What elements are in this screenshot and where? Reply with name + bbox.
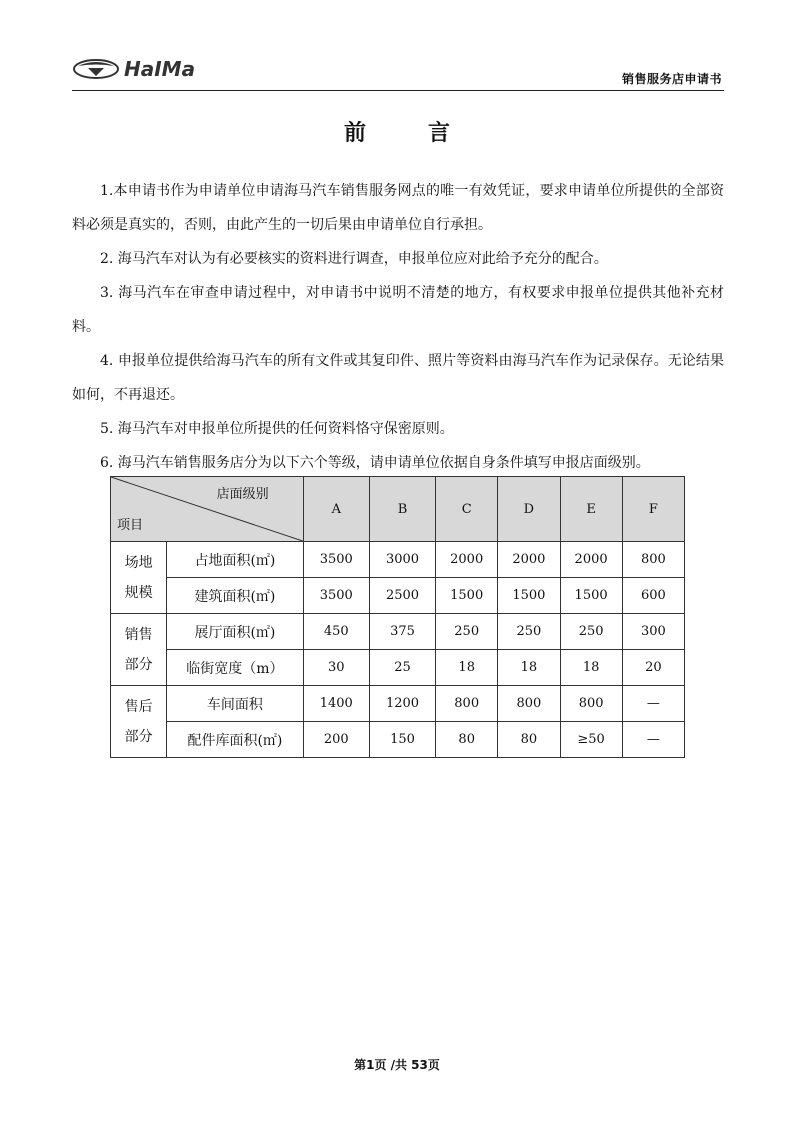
paragraph-4: 4. 申报单位提供给海马汽车的所有文件或其复印件、照片等资料由海马汽车作为记录保存。无论结果如何，不再退还。 xyxy=(72,353,724,403)
table-row xyxy=(111,650,685,686)
level-header-c: C xyxy=(436,477,498,542)
table-cell: — xyxy=(622,686,684,722)
group-after-sales xyxy=(111,686,167,758)
group-label: 销售 xyxy=(124,626,153,643)
table-cell: 800 xyxy=(436,686,498,722)
table-cell: 800 xyxy=(622,542,684,578)
item-label: 车间面积 xyxy=(167,686,303,722)
table-cell: 800 xyxy=(498,686,560,722)
table-row xyxy=(111,614,685,650)
level-header-f: F xyxy=(622,477,684,542)
paragraph-5: 5. 海马汽车对申报单位所提供的任何资料恪守保密原则。 xyxy=(100,421,454,437)
table-cell: 800 xyxy=(560,686,622,722)
corner-label-level: 店面级别 xyxy=(216,487,269,502)
group-label: 部分 xyxy=(124,656,153,673)
group-label: 部分 xyxy=(124,728,153,745)
table-cell: ≥50 xyxy=(560,722,622,758)
paragraph-3: 3. 海马汽车在审查申请过程中，对申请书中说明不清楚的地方，有权要求申报单位提供其他补充材料。 xyxy=(72,285,724,335)
table-cell: 30 xyxy=(303,650,369,686)
group-site-scale xyxy=(111,542,167,614)
page-title xyxy=(0,116,794,147)
table-cell: 20 xyxy=(622,650,684,686)
store-level-table xyxy=(110,476,685,758)
paragraph-1: 1.本申请书作为申请单位申请海马汽车销售服务网点的唯一有效凭证，要求申请单位所提供的全部资料必须是真实的，否则，由此产生的一切后果由申请单位自行承担。 xyxy=(72,183,724,233)
group-label: 场地 xyxy=(124,554,153,571)
table-cell: 2500 xyxy=(369,578,435,614)
level-header-d: D xyxy=(498,477,560,542)
page-header xyxy=(72,50,724,91)
paragraph-2: 2. 海马汽车对认为有必要核实的资料进行调查，申报单位应对此给予充分的配合。 xyxy=(100,251,608,267)
table-cell: 18 xyxy=(498,650,560,686)
item-label: 建筑面积(㎡) xyxy=(167,578,303,614)
table-cell: 600 xyxy=(622,578,684,614)
table-cell: 1400 xyxy=(303,686,369,722)
table-cell: 80 xyxy=(498,722,560,758)
group-sales xyxy=(111,614,167,686)
table-cell: 2000 xyxy=(498,542,560,578)
table-cell: 3500 xyxy=(303,578,369,614)
preface-body xyxy=(72,174,724,480)
paragraph-6: 6. 海马汽车销售服务店分为以下六个等级，请申请单位依据自身条件填写申报店面级别。 xyxy=(100,455,650,471)
level-header-a: A xyxy=(303,477,369,542)
item-label: 配件库面积(㎡) xyxy=(167,722,303,758)
level-header-e: E xyxy=(560,477,622,542)
table-row xyxy=(111,686,685,722)
table-cell: 150 xyxy=(369,722,435,758)
table-row xyxy=(111,722,685,758)
corner-label-item: 项目 xyxy=(117,518,144,533)
page-number: 第1页 /共 53页 xyxy=(354,1058,440,1072)
table-cell: 200 xyxy=(303,722,369,758)
table-cell: 450 xyxy=(303,614,369,650)
table-corner-cell xyxy=(111,477,304,542)
table-cell: 250 xyxy=(498,614,560,650)
title-char-1: 前 xyxy=(343,121,366,146)
table-cell: 1200 xyxy=(369,686,435,722)
table-cell: 3500 xyxy=(303,542,369,578)
table-cell: — xyxy=(622,722,684,758)
document-title: 销售服务店申请书 xyxy=(621,72,722,86)
table-cell: 18 xyxy=(436,650,498,686)
table-cell: 300 xyxy=(622,614,684,650)
item-label: 临街宽度（m） xyxy=(167,650,303,686)
table-cell: 250 xyxy=(436,614,498,650)
item-label: 展厅面积(㎡) xyxy=(167,614,303,650)
table-cell: 25 xyxy=(369,650,435,686)
title-char-2: 言 xyxy=(428,121,451,146)
table-cell: 1500 xyxy=(498,578,560,614)
table-row xyxy=(111,542,685,578)
item-label: 占地面积(㎡) xyxy=(167,542,303,578)
group-label: 规模 xyxy=(124,584,153,601)
table-cell: 1500 xyxy=(436,578,498,614)
table-cell: 2000 xyxy=(436,542,498,578)
table-cell: 3000 xyxy=(369,542,435,578)
table-cell: 250 xyxy=(560,614,622,650)
table-cell: 18 xyxy=(560,650,622,686)
level-header-b: B xyxy=(369,477,435,542)
table-header-row xyxy=(111,477,685,542)
table-cell: 2000 xyxy=(560,542,622,578)
table-cell: 1500 xyxy=(560,578,622,614)
table-row xyxy=(111,578,685,614)
logo-wordmark: HaIMa xyxy=(124,57,196,81)
table-cell: 80 xyxy=(436,722,498,758)
table-cell: 375 xyxy=(369,614,435,650)
haima-logo xyxy=(72,54,232,84)
group-label: 售后 xyxy=(124,698,153,715)
